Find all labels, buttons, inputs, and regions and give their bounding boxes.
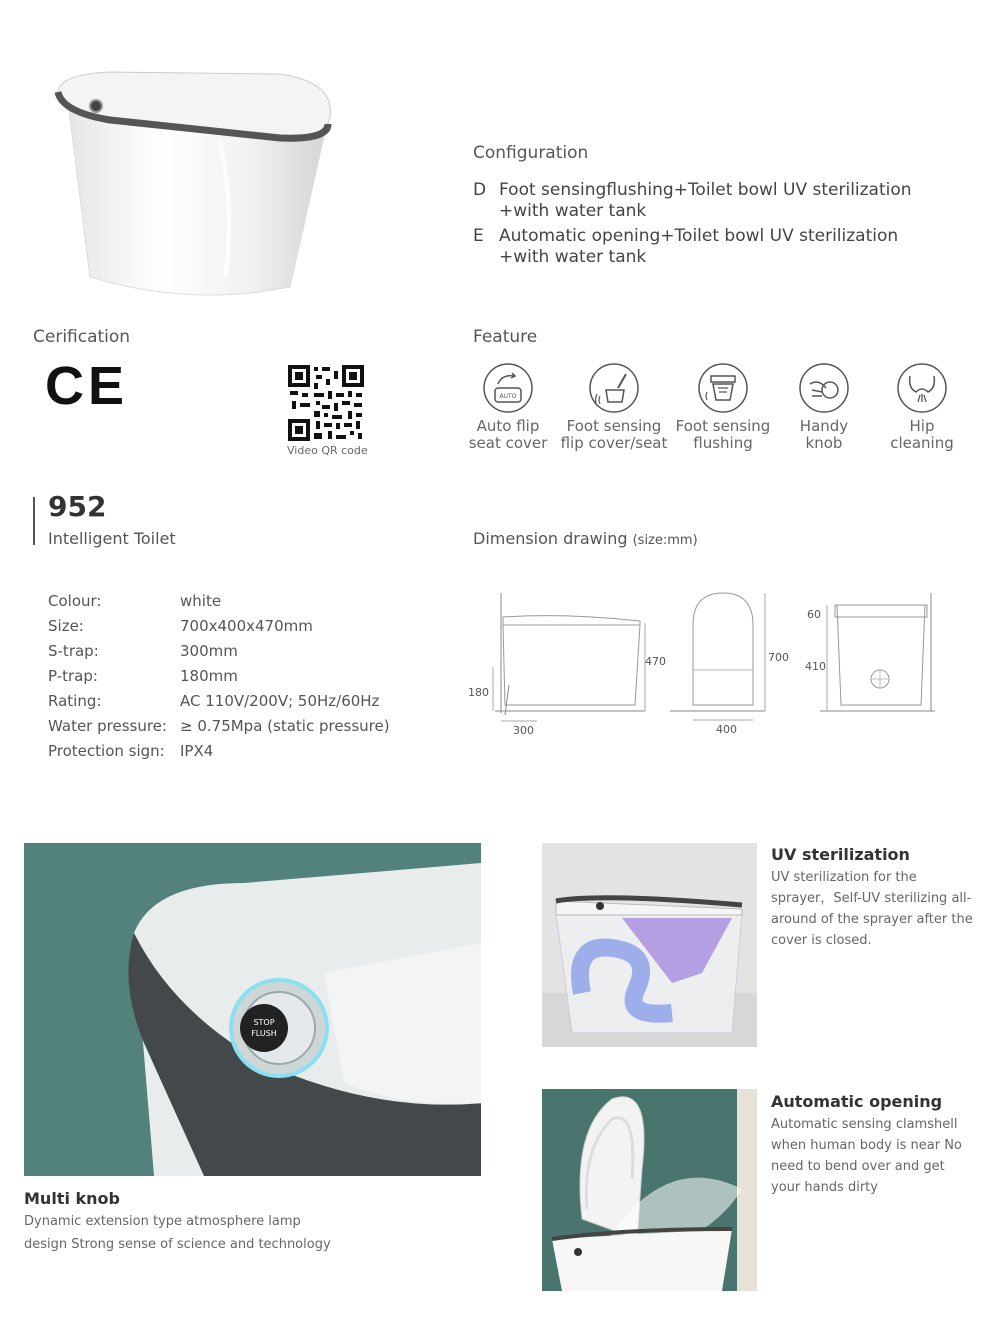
dimension-drawing <box>465 585 965 740</box>
uv-line: UV sterilization for the <box>771 870 917 885</box>
feature-label-line1: Foot sensing <box>675 417 771 435</box>
feature-auto-flip <box>453 362 563 452</box>
config-line2: +with water tank <box>499 247 647 267</box>
auto-open-title: Automatic opening <box>771 1092 943 1111</box>
spec-label: Rating: <box>48 692 102 710</box>
foot-sensing-flush-icon <box>697 362 749 414</box>
feature-hip-cleaning <box>867 362 977 452</box>
config-line1: Foot sensingflushing+Toilet bowl UV sterilization <box>499 180 912 200</box>
spec-value: AC 110V/200V; 50Hz/60Hz <box>180 692 380 710</box>
feature-label-line2: knob <box>805 434 843 452</box>
spec-label: Water pressure: <box>48 717 167 735</box>
uv-desc <box>771 867 973 951</box>
feature-handy-knob <box>769 362 879 452</box>
qr-caption: Video QR code <box>287 444 368 457</box>
uv-line: sprayer，Self-UV sterilizing all- <box>771 891 972 906</box>
spec-value: white <box>180 592 222 610</box>
ce-mark: CE <box>45 356 129 416</box>
auto-open-line: need to bend over and get <box>771 1159 945 1174</box>
spec-label: P-trap: <box>48 667 98 685</box>
feature-label-line2: flip cover/seat <box>560 434 668 452</box>
uv-line: cover is closed. <box>771 933 872 948</box>
dim-rear-top: 60 <box>807 608 821 621</box>
multi-knob-title: Multi knob <box>24 1189 120 1208</box>
spec-value: ≥ 0.75Mpa (static pressure) <box>180 717 390 735</box>
dim-rear-height: 410 <box>805 660 826 673</box>
feature-heading: Feature <box>473 327 538 347</box>
automatic-opening-photo <box>542 1089 757 1291</box>
spec-label: S-trap: <box>48 642 99 660</box>
dimension-heading <box>473 529 698 548</box>
uv-line: around of the sprayer after the <box>771 912 973 927</box>
spec-value: 300mm <box>180 642 238 660</box>
dim-front-height: 700 <box>768 651 789 664</box>
hand-knob-icon <box>798 362 850 414</box>
auto-open-line: your hands dirty <box>771 1180 878 1195</box>
feature-label-line1: Foot sensing <box>566 417 662 435</box>
auto-open-desc <box>771 1114 962 1198</box>
dim-side-base: 300 <box>513 724 534 737</box>
config-item-e <box>473 226 933 270</box>
feature-label-line1: Handy <box>799 417 849 435</box>
dim-side-trap: 180 <box>468 686 489 699</box>
feature-foot-sensing-flush <box>668 362 778 452</box>
auto-open-line: when human body is near No <box>771 1138 962 1153</box>
model-number: 952 <box>48 490 107 523</box>
spec-value: 700x400x470mm <box>180 617 313 635</box>
hip-cleaning-icon <box>896 362 948 414</box>
model-name: Intelligent Toilet <box>48 529 176 548</box>
certification-heading: Cerification <box>33 327 131 347</box>
multi-knob-desc <box>24 1210 331 1256</box>
multi-knob-line2: design Strong sense of science and technology <box>24 1237 331 1252</box>
dim-side-height: 470 <box>645 655 666 668</box>
knob-stop-text: STOP <box>253 1018 275 1027</box>
feature-label-line2: seat cover <box>468 434 548 452</box>
spec-label: Size: <box>48 617 84 635</box>
config-line1: Automatic opening+Toilet bowl UV sterilization <box>499 226 899 246</box>
feature-foot-sensing-cover <box>559 362 669 452</box>
feature-label-line1: Auto flip <box>476 417 540 435</box>
multi-knob-line1: Dynamic extension type atmosphere lamp <box>24 1214 301 1229</box>
configuration-heading: Configuration <box>473 143 589 163</box>
spec-label: Colour: <box>48 592 102 610</box>
dim-front-width: 400 <box>716 723 737 736</box>
model-accent-bar <box>33 497 35 545</box>
config-letter: D <box>473 180 487 200</box>
feature-label-line2: cleaning <box>890 434 954 452</box>
spec-label: Protection sign: <box>48 742 165 760</box>
auto-flip-icon <box>482 362 534 414</box>
spec-value: 180mm <box>180 667 238 685</box>
auto-badge-text: AUTO <box>499 393 517 400</box>
auto-open-line: Automatic sensing clamshell <box>771 1117 958 1132</box>
dimension-title: Dimension drawing <box>473 529 628 548</box>
uv-title: UV sterilization <box>771 845 910 864</box>
config-line2: +with water tank <box>499 201 647 221</box>
config-letter: E <box>473 226 484 246</box>
qr-code-icon <box>288 365 364 441</box>
multi-knob-photo <box>24 843 481 1176</box>
config-text <box>499 180 919 222</box>
feature-label-line1: Hip <box>909 417 935 435</box>
config-text <box>499 226 919 268</box>
dimension-unit: (size:mm) <box>632 533 698 548</box>
config-item-d <box>473 180 933 224</box>
foot-sensing-cover-icon <box>588 362 640 414</box>
spec-value: IPX4 <box>180 742 214 760</box>
product-hero-image <box>50 62 340 302</box>
uv-sterilization-photo <box>542 843 757 1047</box>
knob-flush-text: FLUSH <box>251 1029 277 1038</box>
feature-label-line2: flushing <box>693 434 753 452</box>
